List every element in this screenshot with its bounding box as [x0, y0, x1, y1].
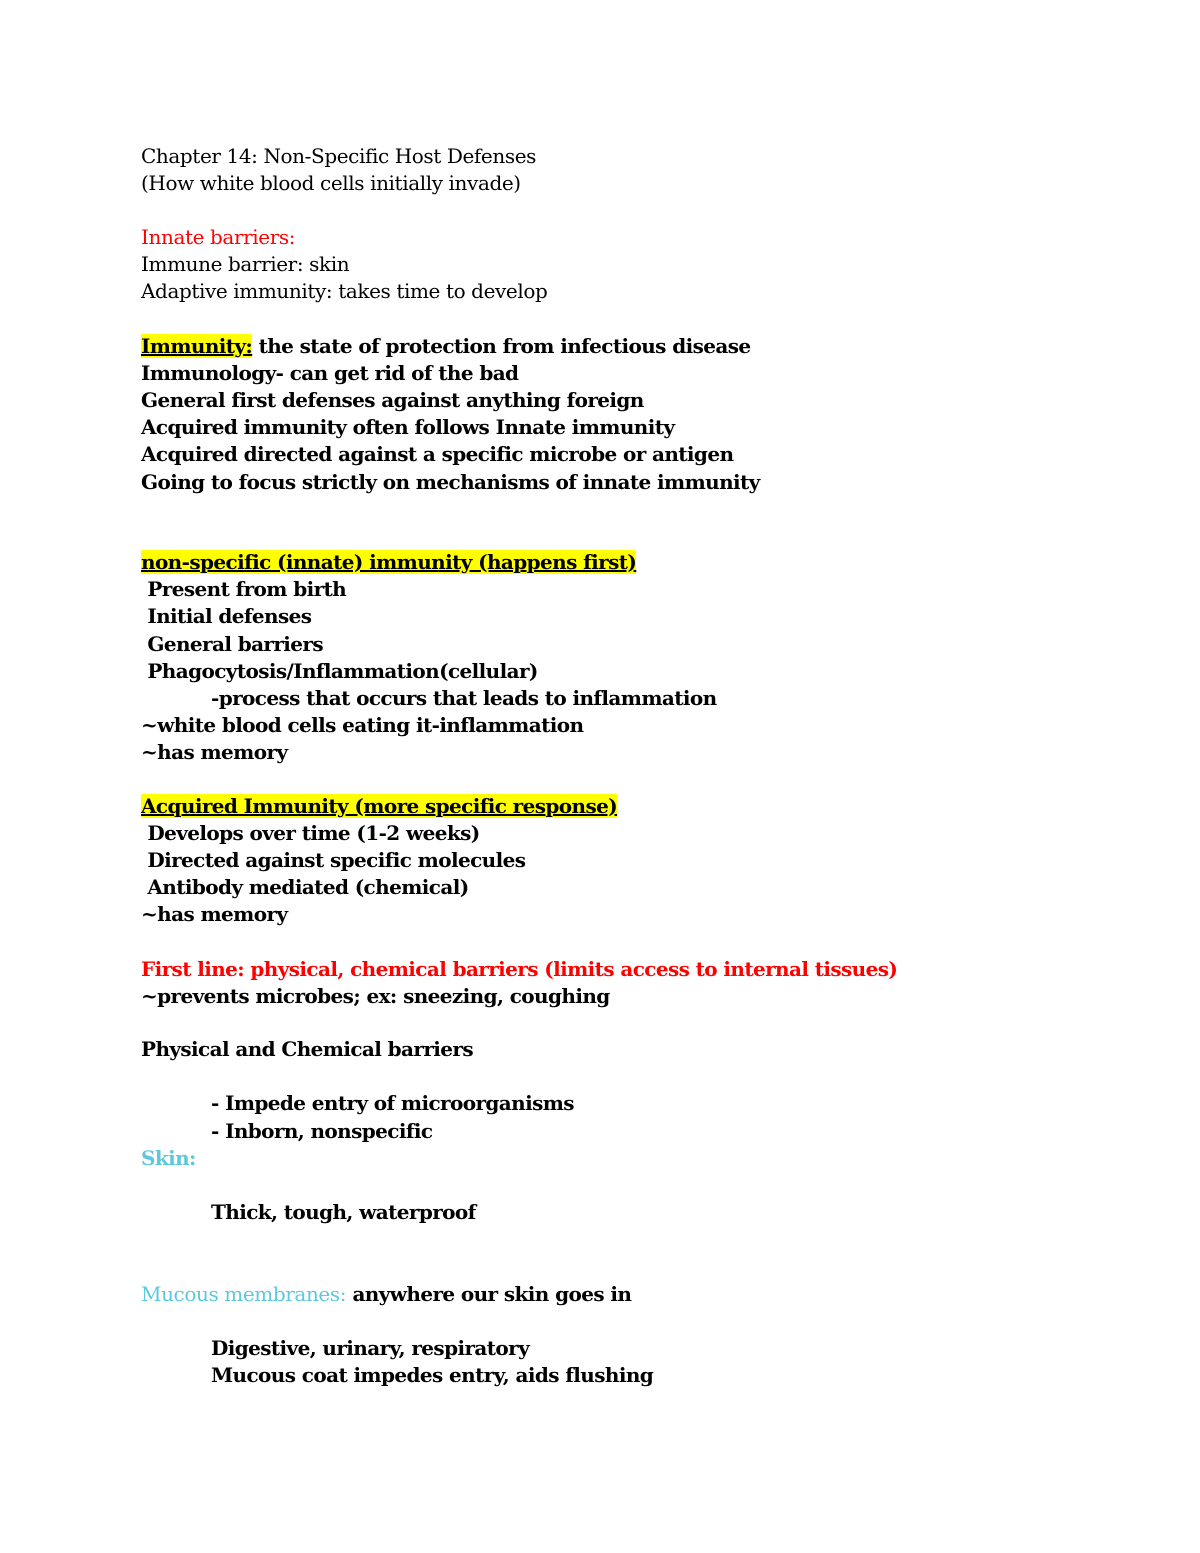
skin-description: Thick, tough, waterproof: [211, 1200, 476, 1224]
doc-subtitle: (How white blood cells initially invade): [141, 171, 521, 195]
nonspecific-subpoint: -process that occurs that leads to inflammation: [211, 686, 717, 710]
nonspecific-line: General barriers: [141, 632, 324, 656]
immunity-line: Immunology- can get rid of the bad: [141, 361, 519, 385]
innate-line: Immune barrier: skin: [141, 252, 350, 276]
acquired-line: Antibody mediated (chemical): [141, 875, 469, 899]
first-line-note: ~prevents microbes; ex: sneezing, coughing: [141, 984, 610, 1008]
physical-heading: Physical and Chemical barriers: [141, 1037, 473, 1061]
immunity-def-text: the state of protection from infectious disease: [252, 334, 751, 358]
skin-heading: Skin:: [141, 1146, 196, 1170]
acquired-line: ~has memory: [141, 902, 288, 926]
acquired-heading: [141, 793, 617, 819]
mucous-definition: [141, 1281, 631, 1307]
mucous-line: Mucous coat impedes entry, aids flushing: [211, 1363, 654, 1387]
nonspecific-line: Present from birth: [141, 577, 347, 601]
physical-item: - Impede entry of microorganisms: [211, 1091, 574, 1115]
acquired-line: Develops over time (1-2 weeks): [141, 821, 480, 845]
immunity-line: Going to focus strictly on mechanisms of innate immunity: [141, 470, 760, 494]
nonspecific-note: ~white blood cells eating it-inflammation: [141, 713, 584, 737]
mucous-line: Digestive, urinary, respiratory: [211, 1336, 530, 1360]
nonspecific-heading: [141, 549, 636, 575]
immunity-line: Acquired directed against a specific microbe or antigen: [141, 442, 734, 466]
immunity-line: Acquired immunity often follows Innate immunity: [141, 415, 675, 439]
acquired-heading-text: Acquired Immunity (more specific response): [141, 794, 618, 818]
innate-barriers-heading: Innate barriers:: [141, 225, 296, 249]
nonspecific-note: ~has memory: [141, 740, 288, 764]
immunity-term: Immunity:: [141, 334, 253, 358]
immunity-line: General first defenses against anything foreign: [141, 388, 644, 412]
nonspecific-line: Initial defenses: [141, 604, 312, 628]
acquired-line: Directed against specific molecules: [141, 848, 526, 872]
first-line-heading: First line: physical, chemical barriers (limits access to internal tissues): [141, 957, 898, 981]
immunity-definition: [141, 333, 751, 359]
nonspecific-heading-text: non-specific (innate) immunity (happens first): [141, 550, 637, 574]
mucous-heading: Mucous membranes:: [141, 1282, 347, 1306]
innate-line: Adaptive immunity: takes time to develop: [141, 279, 548, 303]
physical-item: - Inborn, nonspecific: [211, 1119, 433, 1143]
nonspecific-line: Phagocytosis/Inflammation(cellular): [141, 659, 538, 683]
mucous-def-text: anywhere our skin goes in: [346, 1282, 632, 1306]
doc-title: Chapter 14: Non-Specific Host Defenses: [141, 144, 537, 168]
